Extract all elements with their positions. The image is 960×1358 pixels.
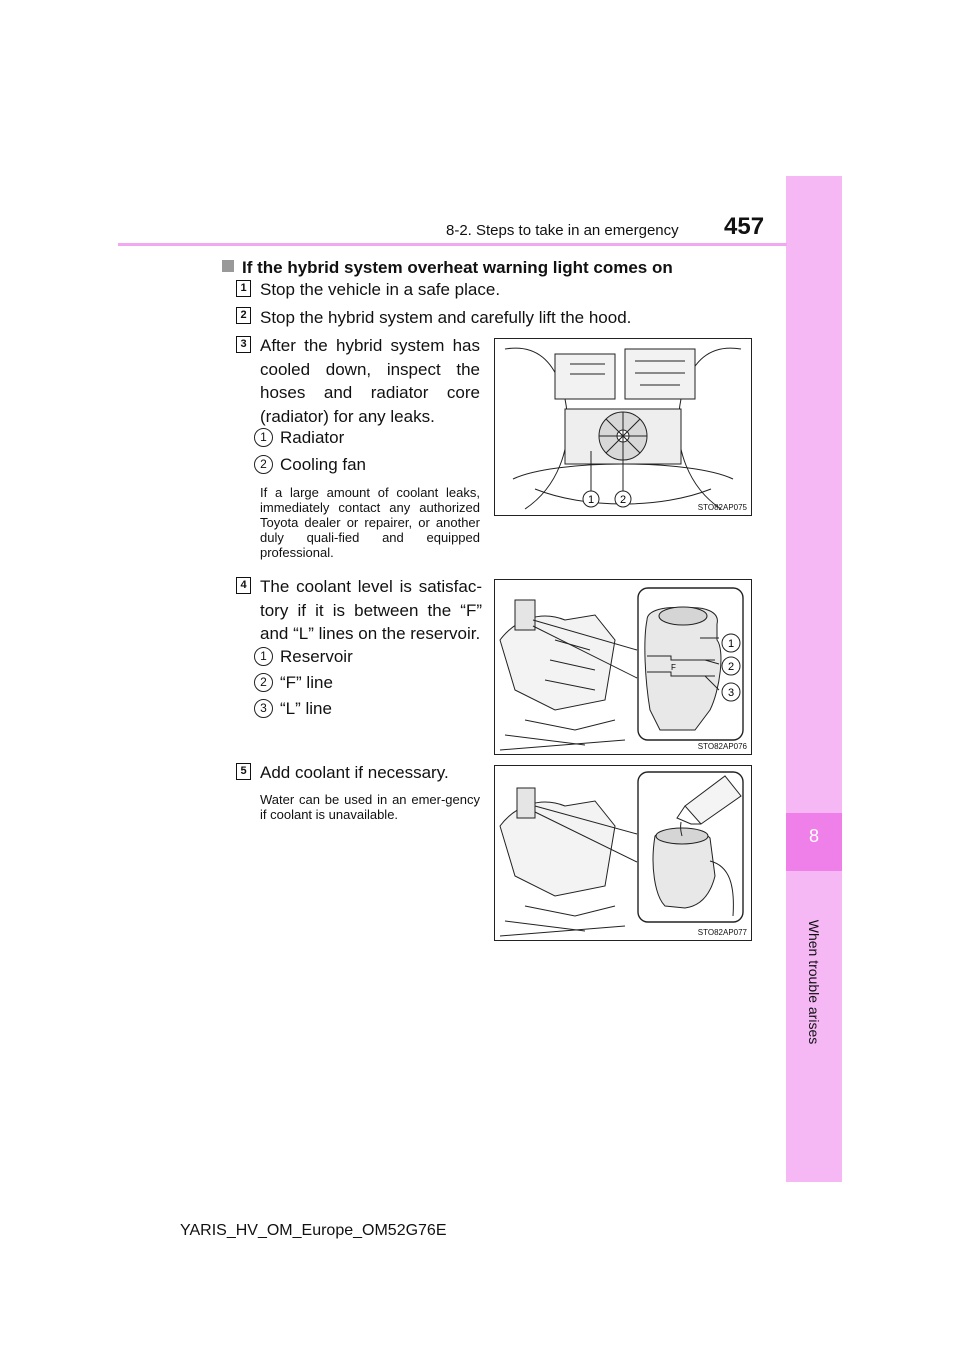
reservoir-drawing xyxy=(495,580,751,754)
callout-reservoir: Reservoir xyxy=(280,647,353,666)
section-heading-text: If the hybrid system overheat warning light comes on xyxy=(242,258,673,277)
step-number-1: 1 xyxy=(236,280,251,297)
image-code: STO82AP077 xyxy=(697,928,747,937)
fig1-label-1: 1 xyxy=(587,494,595,506)
step-4-callout-1: 1 xyxy=(254,647,281,666)
fig2-label-1: 1 xyxy=(727,638,735,650)
step-number-3: 3 xyxy=(236,336,251,353)
step-3-callout-1: 1 xyxy=(254,428,281,447)
step-number-5: 5 xyxy=(236,763,251,780)
step-5-note: Water can be used in an emer-gency if coolant is unavailable. xyxy=(260,792,480,822)
fig1-label-2: 2 xyxy=(619,494,627,506)
fig2-label-3: 3 xyxy=(727,687,735,699)
callout-cooling-fan: Cooling fan xyxy=(280,455,367,474)
add-coolant-illustration xyxy=(494,765,752,941)
fig2-label-2: 2 xyxy=(727,661,735,673)
step-2-text: Stop the hybrid system and carefully lift the hood. xyxy=(260,308,632,327)
header-rule xyxy=(118,243,787,246)
step-1-text: Stop the vehicle in a safe place. xyxy=(260,280,501,299)
step-number-2: 2 xyxy=(236,307,251,324)
step-number-4: 4 xyxy=(236,577,251,594)
fig2-f-mark: F xyxy=(671,663,676,672)
image-code: STO82AP076 xyxy=(697,742,747,751)
square-bullet-icon xyxy=(222,260,234,272)
section-title: 8-2. Steps to take in an emergency xyxy=(446,222,679,239)
chapter-title: When trouble arises xyxy=(806,919,822,1045)
step-4-callout-2: 2 xyxy=(254,673,281,692)
step-3-text: After the hybrid system has cooled down, inspect the hoses and radiator core (radiator) for any leaks. xyxy=(260,336,480,426)
image-code: STO82AP075 xyxy=(697,503,747,512)
page-number: 457 xyxy=(724,213,765,240)
step-4-callout-3: 3 xyxy=(254,699,281,718)
step-3-note: If a large amount of coolant leaks, immediately contact any authorized Toyota dealer or repairer, or another duly quali-fied and equipped professional. xyxy=(260,485,480,560)
chapter-number: 8 xyxy=(808,826,819,846)
reservoir-illustration xyxy=(494,579,752,755)
callout-l-line: “L” line xyxy=(280,699,332,718)
engine-bay-illustration xyxy=(494,338,752,516)
document-id: YARIS_HV_OM_Europe_OM52G76E xyxy=(180,1222,447,1239)
step-4-text: The coolant level is satisfac-tory if it is between the “F” and “L” lines on the reservoir. xyxy=(260,577,482,643)
step-3-callout-2: 2 xyxy=(254,455,281,474)
engine-bay-drawing xyxy=(495,339,751,515)
callout-radiator: Radiator xyxy=(280,428,345,447)
section-heading xyxy=(222,258,673,278)
add-coolant-drawing xyxy=(495,766,751,940)
callout-f-line: “F” line xyxy=(280,673,333,692)
step-5-text: Add coolant if necessary. xyxy=(260,763,449,782)
